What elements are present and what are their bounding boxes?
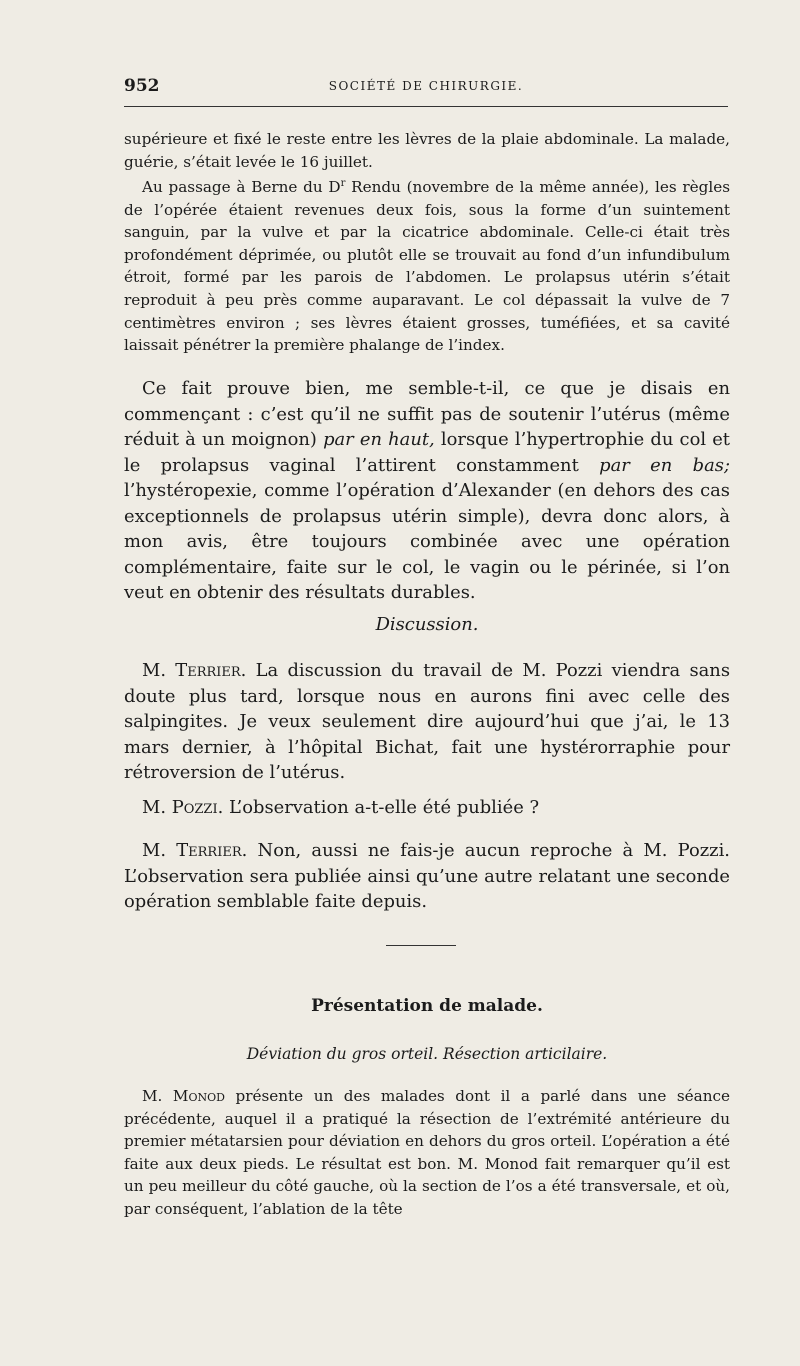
terrier-statement-1: La discussion du travail de M. Pozzi viendra sans doute plus tard, lorsque nous en aurons fini avec celle des salpingites. Je veux seulement dire aujourd’hui que j’ai, le 13 mars dernier, à l’hôpital Bichat, fait une hystérorraphie pour rétroversion de l’utérus. (124, 660, 731, 783)
conclusion-text-2: lorsque l’hypertrophie du col et le prolapsus vaginal l’attirent constamment (124, 429, 730, 476)
case-paragraph-2-rest: Rendu (novembre de la même année), les règles de l’opérée étaient revenues deux fois, sous la forme d’un suintement sanguin, par la vulve et par la cicatrice abdominale. Celle-ci était très profondément déprimée, ou plutôt elle se trouvait au fond d’un infundibulum étroit, formé par les parois de l’abdomen. Le prolapsus utérin s’était reproduit à peu près comme auparavant. Le col dépassait la vulve de 7 centimètres environ ; ses lèvres étaient grosses, tuméfiées, et sa cavité laissait pénétrer la première phalange de l’index. (124, 178, 730, 355)
conclusion-text-1: Ce fait prouve bien, me semble-t-il, ce que je disais en commençant : c’est qu’il ne suffit pas de soutenir l’utérus (même réduit à un moignon) (124, 378, 730, 450)
speaker-terrier: M. Terrier. (142, 660, 247, 681)
conclusion-italic-2: par en bas; (599, 454, 730, 476)
case-paragraph-2-start: Au passage à Berne du D (142, 178, 341, 197)
conclusion-text-3: l’hystéropexie, comme l’opération d’Alexander (en dehors des cas exceptionnels de prolapsus utérin simple), devra donc alors, à mon avis, être toujours combinée avec une opération complémentaire, faite sur le col, le vagin ou le périnée, si l’on veut en obtenir des résultats durables. (124, 480, 730, 603)
discussion-terrier-2 (124, 838, 730, 915)
speaker-monod: M. Monod (142, 1087, 225, 1105)
presentation-heading: Présentation de malade. (311, 996, 543, 1016)
presentation-text: présente un des malades dont il a parlé dans une séance précédente, auquel il a pratiqué la résection de l’extrémité antérieure du premier métatarsien pour déviation en dehors du gros orteil. L’opération a été faite aux deux pieds. Le résultat est bon. M. Monod fait remarquer qu’il est un peu meilleur du côté gauche, où la section de l’os a été transversale, et où, par conséquent, l’ablation de la tête (124, 1087, 730, 1218)
case-paragraph-2 (124, 173, 730, 357)
page-number: 952 (124, 76, 160, 96)
doctor-superscript: r (340, 178, 346, 189)
running-title: SOCIÉTÉ DE CHIRURGIE. (328, 79, 524, 93)
header-rule (124, 106, 728, 107)
speaker-terrier-2: M. Terrier. (142, 840, 248, 861)
page-header (124, 76, 728, 102)
pozzi-question: L’observation a-t-elle été publiée ? (223, 797, 540, 818)
terrier-statement-2: Non, aussi ne fais-je aucun reproche à M. Pozzi. L’observation sera publiée ainsi qu’une autre relatant une seconde opération semblable faite depuis. (124, 840, 730, 912)
section-divider (386, 945, 456, 946)
case-paragraph-1: supérieure et fixé le reste entre les lèvres de la plaie abdominale. La malade, guérie, s’était levée le 16 juillet. (124, 130, 730, 171)
presentation-subheading: Déviation du gros orteil. Résection articilaire. (246, 1045, 608, 1063)
presentation-paragraph (124, 1085, 730, 1221)
discussion-heading: Discussion. (375, 614, 479, 635)
discussion-pozzi (124, 795, 730, 821)
conclusion-paragraph (124, 376, 730, 606)
discussion-terrier-1 (124, 658, 730, 786)
speaker-pozzi: M. Pozzi. (142, 797, 224, 818)
conclusion-italic-1: par en haut, (323, 429, 435, 450)
